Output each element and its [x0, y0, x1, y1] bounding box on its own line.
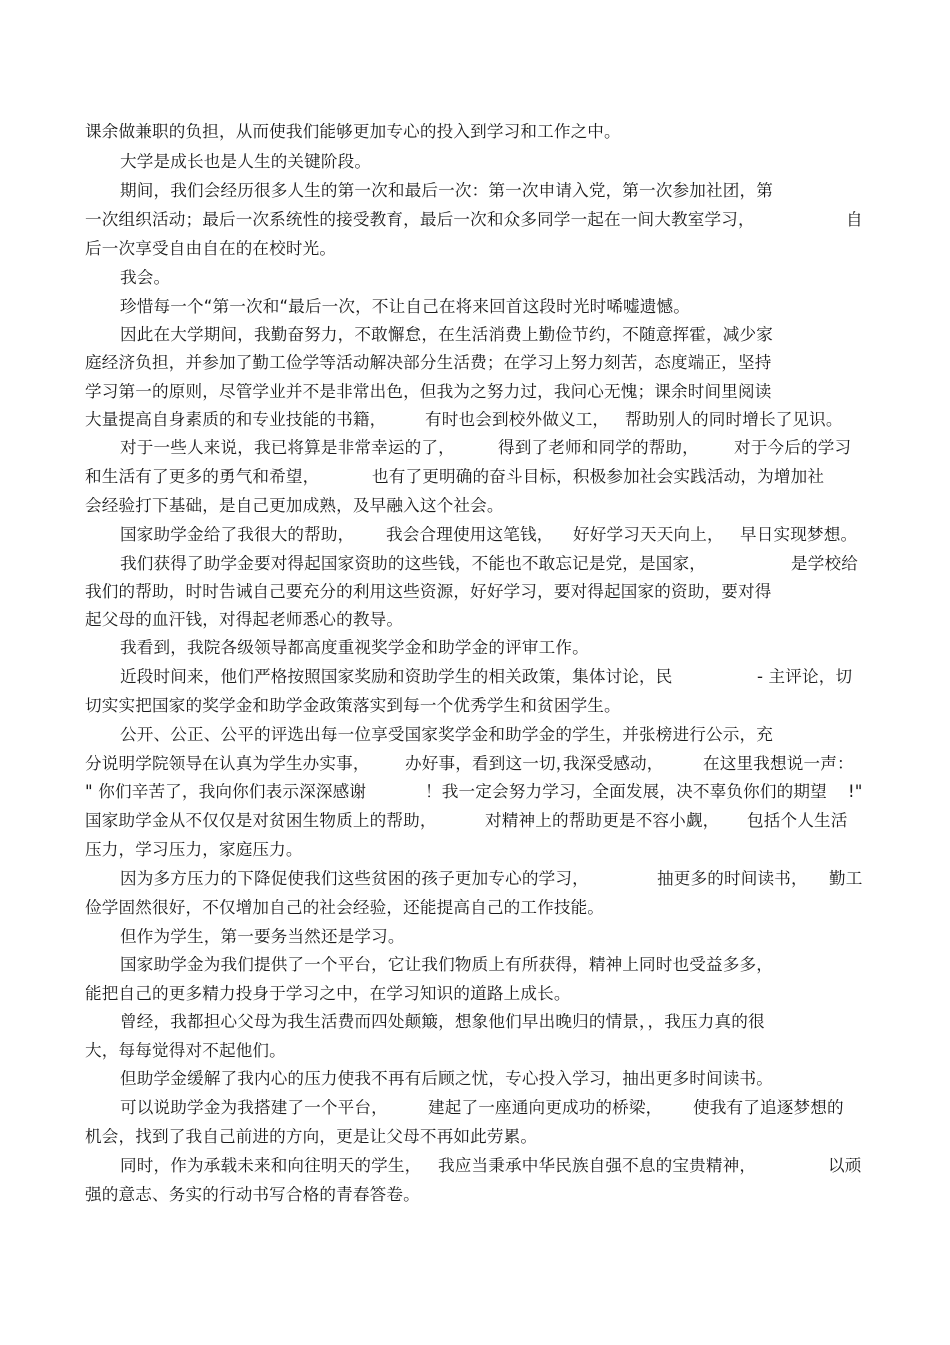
- text-line: " 你们辛苦了，我向你们表示深深感谢: [85, 782, 367, 801]
- text-line: 起父母的血汗钱，对得起老师悉心的教导。: [85, 610, 404, 629]
- text-line: 早日实现梦想。: [740, 525, 858, 544]
- text-line: 办好事，看到这一切，: [405, 754, 573, 773]
- text-line: 同时，作为承载未来和向往明天的学生，: [120, 1156, 422, 1175]
- text-line: 因此在大学期间，我勤奋努力，不敢懈怠，在生活消费上勤俭节约，不随意挥霍，减少家: [120, 325, 774, 344]
- text-line: 以顽: [828, 1156, 862, 1175]
- text-line: !": [848, 782, 863, 801]
- text-line: 公开、公正、公平的评选出每一位享受国家奖学金和助学金的学生，并张榜进行公示，充: [120, 725, 774, 744]
- text-line: 包括个人生活: [747, 811, 848, 830]
- text-line: 在这里我想说一声：: [703, 754, 854, 773]
- text-line: 帮助别人的同时增长了见识。: [625, 410, 843, 429]
- text-line: 可以说助学金为我搭建了一个平台，: [120, 1098, 388, 1117]
- text-line: 课余做兼职的负担，从而使我们能够更加专心的投入到学习和工作之中。: [85, 122, 621, 141]
- text-line: 我们的帮助，时时告诫自己要充分的利用这些资源，好好学习，要对得起国家的资助，要对得: [85, 582, 772, 601]
- text-line: 会经验打下基础，是自己更加成熟，及早融入这个社会。: [85, 496, 504, 515]
- text-line: 抽更多的时间读书，: [657, 869, 808, 888]
- text-line: 大量提高自身素质的和专业技能的书籍，: [85, 410, 387, 429]
- text-line: 我看到，我院各级领导都高度重视奖学金和助学金的评审工作。: [120, 638, 589, 657]
- text-line: 庭经济负担，并参加了勤工俭学等活动解决部分生活费；在学习上努力刻苦，态度端正，坚持: [85, 353, 772, 372]
- text-line: 得到了老师和同学的帮助，: [498, 438, 699, 457]
- text-line: 珍惜每一个“第一次和“最后一次，不让自己在将来回首这段时光时唏嘘遗憾。: [120, 297, 691, 316]
- text-line: 分说明学院领导在认真为学生办实事，: [85, 754, 370, 773]
- text-line: 自: [846, 210, 863, 229]
- text-line: 期间，我们会经历很多人生的第一次和最后一次：第一次申请入党，第一次参加社团，第: [120, 181, 774, 200]
- text-line: 勤工: [829, 869, 863, 888]
- text-line: 对于今后的学习: [734, 438, 852, 457]
- text-line: 使我有了追逐梦想的: [693, 1098, 844, 1117]
- text-line: 国家助学金给了我很大的帮助，: [120, 525, 355, 544]
- text-line: 因为多方压力的下降促使我们这些贫困的孩子更加专心的学习，: [120, 869, 589, 888]
- text-line: 有时也会到校外做义工，: [425, 410, 610, 429]
- text-line: 我深受感动，: [563, 754, 664, 773]
- text-line: 一次组织活动；最后一次系统性的接受教育，最后一次和众多同学一起在一间大教室学习，: [85, 210, 755, 229]
- text-line: 但作为学生，第一要务当然还是学习。: [120, 927, 405, 946]
- text-line: 我会。: [120, 268, 171, 287]
- text-line: 建起了一座通向更成功的桥梁，: [428, 1098, 663, 1117]
- text-line: 曾经，我都担心父母为我生活费而四处颠簸，想象他们早出晚归的情景，，我压力真的很: [120, 1012, 765, 1031]
- text-line: 是学校给: [791, 554, 858, 573]
- text-line: 我会合理使用这笔钱，: [386, 525, 554, 544]
- text-line: 近段时间来，他们严格按照国家奖励和资助学生的相关政策，集体讨论，民: [120, 667, 673, 686]
- text-line: 我应当秉承中华民族自强不息的宝贵精神，: [438, 1156, 757, 1175]
- text-line: 强的意志、务实的行动书写合格的青春答卷。: [85, 1185, 420, 1204]
- text-line: ！我一定会努力学习，全面发展，决不辜负你们的期望: [425, 782, 827, 801]
- text-line: 大，每每觉得对不起他们。: [85, 1041, 286, 1060]
- text-line: 我们获得了助学金要对得起国家资助的这些钱，不能也不敢忘记是党，是国家，: [120, 554, 707, 573]
- text-line: 压力，学习压力，家庭压力。: [85, 840, 303, 859]
- text-line: 后一次享受自由自在的在校时光。: [85, 239, 337, 258]
- text-line: 但助学金缓解了我内心的压力使我不再有后顾之忧，专心投入学习，抽出更多时间读书。: [120, 1069, 774, 1088]
- text-line: 好好学习天天向上，: [573, 525, 724, 544]
- text-line: 国家助学金为我们提供了一个平台，它让我们物质上有所获得，精神上同时也受益多多，: [120, 955, 774, 974]
- text-line: 俭学固然很好，不仅增加自己的社会经验，还能提高自己的工作技能。: [85, 898, 605, 917]
- text-line: 能把自己的更多精力投身于学习之中，在学习知识的道路上成长。: [85, 984, 571, 1003]
- text-line: 对精神上的帮助更是不容小觑，: [485, 811, 720, 830]
- text-line: 对于一些人来说，我已将算是非常幸运的了，: [120, 438, 455, 457]
- text-line: 也有了更明确的奋斗目标，积极参加社会实践活动，为增加社: [372, 467, 825, 486]
- text-line: 切实实把国家的奖学金和助学金政策落实到每一个优秀学生和贫困学生。: [85, 696, 621, 715]
- text-line: 大学是成长也是人生的关键阶段。: [120, 152, 372, 171]
- text-line: 学习第一的原则，尽管学业并不是非常出色，但我为之努力过，我问心无愧；课余时间里阅读: [85, 382, 772, 401]
- text-line: 和生活有了更多的勇气和希望，: [85, 467, 320, 486]
- text-line: 机会，找到了我自己前进的方向，更是让父母不再如此劳累。: [85, 1127, 538, 1146]
- text-line: - 主评论，切: [757, 667, 853, 686]
- text-line: 国家助学金从不仅仅是对贫困生物质上的帮助，: [85, 811, 437, 830]
